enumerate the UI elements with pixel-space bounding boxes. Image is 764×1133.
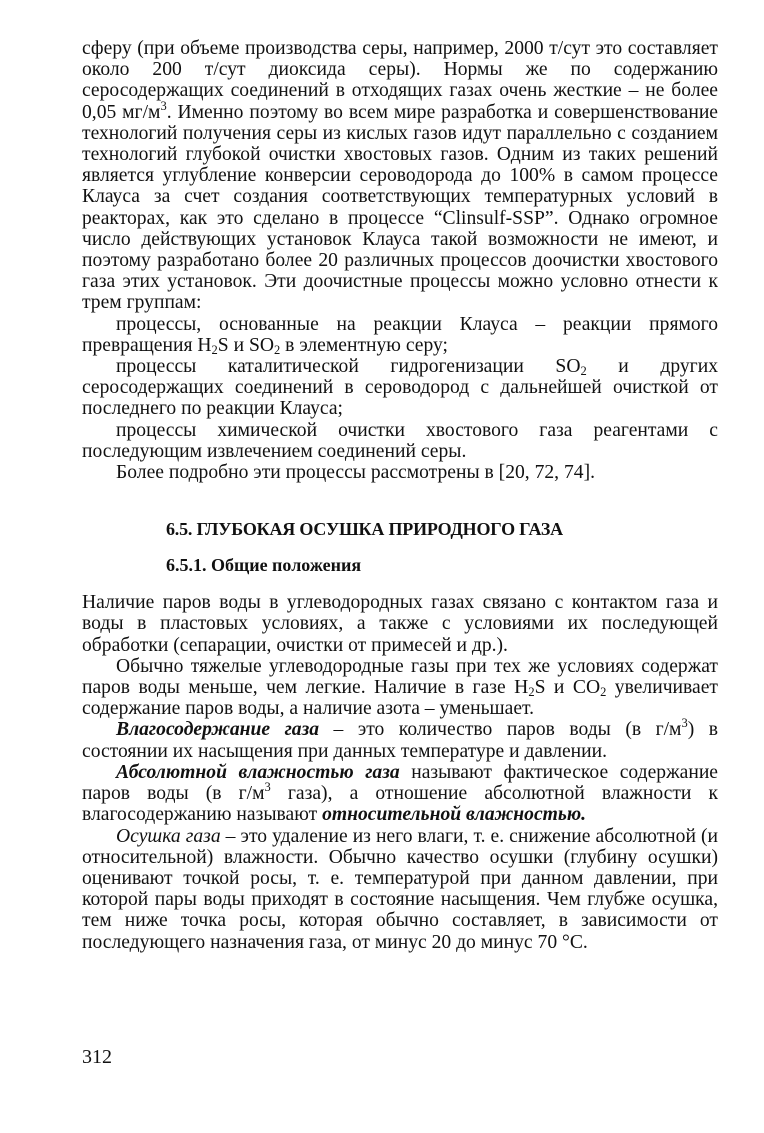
body-paragraph-3: Влагосодержание газа – это количество паров воды (в $г/м^3$) в состоянии их насыщения при данных температуре и давлении. <box>82 716 718 762</box>
intro-text-1: сферу (при объеме производства серы, например, 2000 т/сут это составляет около 200 т/сут диоксида серы). Нормы же по содержанию серосодержащих соединений в отходящих газах очень жесткие – не более 0,05 мг/м <box>82 38 718 123</box>
group-item-2: процессы каталитической гидрогенизации $SO_2$ и других серосодержащих соединений в сероводород с дальнейшей очисткой от последнего по реакции Клауса; <box>82 356 718 420</box>
subscript: 2 <box>600 685 607 700</box>
superscript: 3 <box>264 780 271 795</box>
superscript: 3 <box>681 716 688 731</box>
subscript: 2 <box>274 342 281 357</box>
body-paragraph-5: Осушка газа – это удаление из него влаги, т. е. снижение абсолютной (и относительной) влажности. Обычно качество осушки (глубину осушки) оценивают точкой росы, т. е. температурой при данном давлении, при которой пары воды приходят в состояние насыщения. Чем глубже осушка, тем ниже точка росы, которая обычно составляет, в зависимости от последующего назначения газа, от минус 20 до минус 70 °С. <box>82 825 718 953</box>
term-gas-drying: Осушка газа <box>116 825 221 847</box>
page-number: 312 <box>82 1046 112 1068</box>
body-paragraph-4: Абсолютной влажностью газа называют фактическое содержание паров воды (в $г/м^3$ газа), а отношение абсолютной влажности к влагосодержанию называют относительной влажностью. <box>82 761 718 826</box>
term-absolute-humidity: Абсолютной влажностью газа <box>116 761 400 783</box>
superscript: 3 <box>160 98 167 113</box>
intro-text-2: . Именно поэтому во всем мире разработка и совершенствование технологий получения серы из кислых газов идут параллельно с созданием технологий глубокой очистки хвостовых газов. Одним из таких решений является углубление конверсии сероводорода до 100% в самом процессе Клауса за счет создания соответствующих температурных условий в реакторах, как это сделано в процессе “Clinsulf-SSP”. Однако огромное число действующих установок Клауса такой возможности не имеют, и поэтому разработано более 20 различных процессов доочистки хвостового газа этих установок. Эти доочистные процессы можно условно отнести к трем группам: <box>82 101 718 314</box>
intro-paragraph <box>82 38 718 314</box>
section-title: 6.5. ГЛУБОКАЯ ОСУШКА ПРИРОДНОГО ГАЗА <box>166 519 563 540</box>
group-item-3: процессы химической очистки хвостового газа реагентами с последующим извлечением соединений серы. <box>82 419 718 462</box>
subscript: 2 <box>211 342 218 357</box>
term-relative-humidity: относительной влажностью. <box>322 804 587 826</box>
body-paragraph-2: Обычно тяжелые углеводородные газы при тех же условиях содержат паров воды меньше, чем легкие. Наличие в газе $H_2S$ и $CO_2$ увеличивает содержание паров воды, а наличие азота – уменьшает. <box>82 655 718 720</box>
page-content <box>82 38 718 953</box>
references-note: Более подробно эти процессы рассмотрены в [20, 72, 74]. <box>116 462 595 484</box>
group-item-1: процессы, основанные на реакции Клауса – реакции прямого превращения $H_2S$ и $SO_2$ в элементную серу; <box>82 313 718 357</box>
body-paragraph-1: Наличие паров воды в углеводородных газах связано с контактом газа и воды в пластовых условиях, а также с условиями их последующей обработки (сепарации, очистки от примесей и др.). <box>82 592 718 656</box>
subscript: 2 <box>528 685 535 700</box>
term-moisture-content: Влагосодержание газа <box>116 719 320 741</box>
subscript: 2 <box>580 364 587 379</box>
subsection-title: 6.5.1. Общие положения <box>166 555 362 576</box>
